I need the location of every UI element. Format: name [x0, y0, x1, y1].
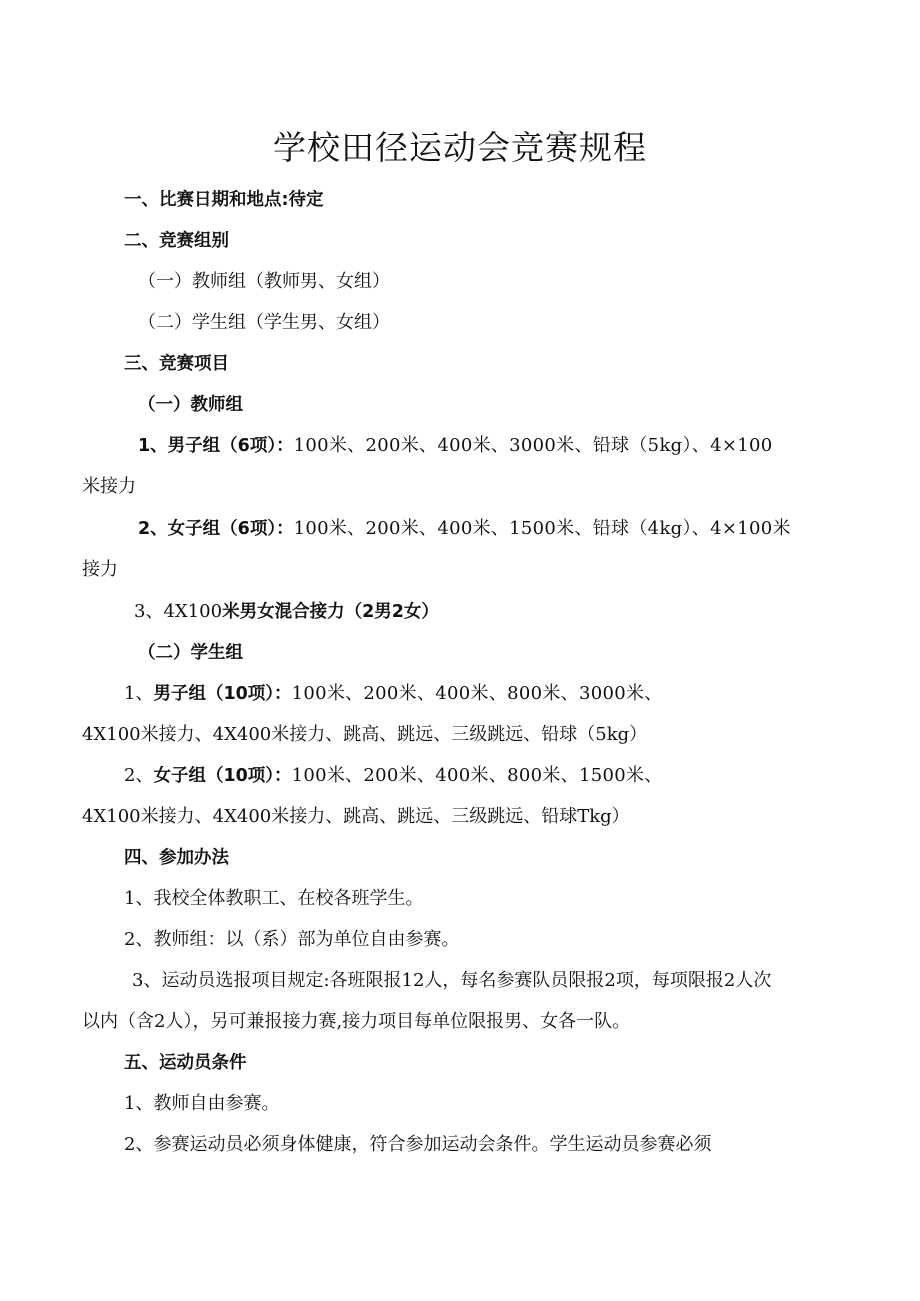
- student-women-events-cont: 4X100米接力、4X400米接力、跳高、跳远、三级跳远、铅球Tkg）: [82, 806, 630, 827]
- section-heading-athlete-conditions: 五、运动员条件: [124, 1053, 247, 1073]
- student-men-prefix: 1、: [124, 683, 154, 704]
- teacher-men-items: 100米、200米、400米、3000米、铅球（5kg）、4×100: [293, 435, 773, 456]
- section-heading-date-location: 一、比赛日期和地点:待定: [124, 190, 324, 210]
- section-heading-groups: 二、竞赛组别: [124, 231, 229, 251]
- section-heading-events: 三、竞赛项目: [124, 354, 229, 374]
- participation-item-3: 3、运动员选报项目规定:各班限报12人，每名参赛队员限报2项，每项限报2人次: [132, 970, 772, 991]
- participation-item-1: 1、我校全体教职工、在校各班学生。: [124, 888, 424, 909]
- teacher-women-events-cont: 接力: [82, 559, 118, 580]
- teacher-men-events: [138, 433, 772, 459]
- group-student: （二）学生组（学生男、女组）: [138, 312, 390, 333]
- student-women-label: 女子组（10项）：: [153, 766, 292, 786]
- teacher-women-items: 100米、200米、400米、1500米、铅球（4kg）、4×100米: [293, 518, 791, 539]
- teacher-men-events-cont: 米接力: [82, 476, 136, 497]
- student-women-events: [124, 763, 663, 789]
- document-title: 学校田径运动会竞赛规程: [273, 128, 647, 167]
- subheading-student-group: （二）学生组: [138, 643, 243, 663]
- athlete-condition-2: 2、参赛运动员必须身体健康，符合参加运动会条件。学生运动员参赛必须: [124, 1134, 712, 1155]
- student-men-events: [124, 681, 663, 707]
- subheading-teacher-group: （一）教师组: [138, 395, 243, 415]
- athlete-condition-1: 1、教师自由参赛。: [124, 1093, 280, 1114]
- student-men-items: 100米、200米、400米、800米、3000米、: [291, 683, 663, 704]
- teacher-mixed-relay-label: 米男女混合接力（2男2女）: [222, 602, 439, 622]
- teacher-men-label: 1、男子组（6项）：: [138, 436, 294, 456]
- teacher-women-label: 2、女子组（6项）：: [138, 519, 294, 539]
- student-women-items: 100米、200米、400米、800米、1500米、: [291, 765, 663, 786]
- group-teacher: （一）教师组（教师男、女组）: [138, 271, 390, 292]
- student-women-prefix: 2、: [124, 765, 154, 786]
- participation-item-3-cont: 以内（含2人），另可兼报接力赛,接力项目每单位限报男、女各一队。: [82, 1011, 631, 1032]
- student-men-label: 男子组（10项）：: [153, 684, 292, 704]
- student-men-events-cont: 4X100米接力、4X400米接力、跳高、跳远、三级跳远、铅球（5kg）: [82, 724, 648, 745]
- teacher-women-events: [138, 516, 791, 542]
- teacher-mixed-relay: [134, 599, 439, 625]
- teacher-mixed-relay-prefix: 3、4X100: [134, 601, 223, 622]
- participation-item-2: 2、教师组：以（系）部为单位自由参赛。: [124, 929, 460, 950]
- section-heading-participation: 四、参加办法: [124, 848, 229, 868]
